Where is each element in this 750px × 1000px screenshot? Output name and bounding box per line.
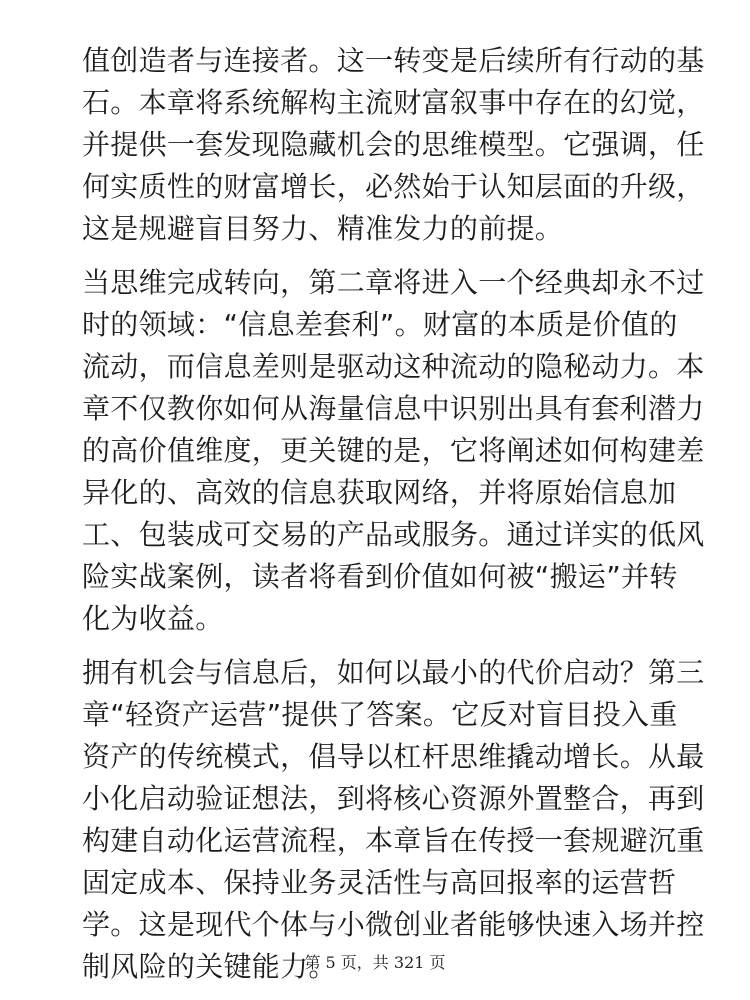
paragraph-3 — [82, 652, 705, 988]
text-line: 资产的传统模式，倡导以杠杆思维撬动增长。从最 — [82, 740, 705, 773]
text-line: 拥有机会与信息后，如何以最小的代价启动？第三 — [82, 656, 705, 689]
text-line: 固定成本、保持业务灵活性与高回报率的运营哲 — [82, 866, 677, 899]
text-line: 石。本章将系统解构主流财富叙事中存在的幻觉， — [82, 86, 705, 119]
text-line: 值创造者与连接者。这一转变是后续所有行动的基 — [82, 44, 705, 77]
paragraph-1 — [82, 40, 705, 250]
text-line: 时的领域：“信息差套利”。财富的本质是价值的 — [82, 308, 678, 341]
text-line: 构建自动化运营流程，本章旨在传授一套规避沉重 — [82, 824, 705, 857]
text-line: 小化启动验证想法，到将核心资源外置整合，再到 — [82, 782, 705, 815]
page-number-footer: 第 5 页，共 321 页 — [304, 953, 446, 972]
text-line: 化为收益。 — [82, 602, 224, 635]
text-line: 制风险的关键能力。 — [82, 950, 337, 983]
text-line: 的高价值维度，更关键的是，它将阐述如何构建差 — [82, 434, 705, 467]
text-line: 这是规避盲目努力、精准发力的前提。 — [82, 212, 564, 245]
text-line: 工、包装成可交易的产品或服务。通过详实的低风 — [82, 518, 705, 551]
text-line: 流动，而信息差则是驱动这种流动的隐秘动力。本 — [82, 350, 705, 383]
text-line: 并提供一套发现隐藏机会的思维模型。它强调，任 — [82, 128, 705, 161]
paragraph-2 — [82, 262, 705, 640]
text-line: 当思维完成转向，第二章将进入一个经典却永不过 — [82, 266, 705, 299]
text-line: 险实战案例，读者将看到价值如何被“搬运”并转 — [82, 560, 678, 593]
text-line: 章不仅教你如何从海量信息中识别出具有套利潜力 — [82, 392, 705, 425]
text-line: 章“轻资产运营”提供了答案。它反对盲目投入重 — [82, 698, 678, 731]
body-text — [82, 40, 705, 1000]
text-line: 学。这是现代个体与小微创业者能够快速入场并控 — [82, 908, 705, 941]
text-line: 异化的、高效的信息获取网络，并将原始信息加 — [82, 476, 677, 509]
text-line: 何实质性的财富增长，必然始于认知层面的升级， — [82, 170, 705, 203]
